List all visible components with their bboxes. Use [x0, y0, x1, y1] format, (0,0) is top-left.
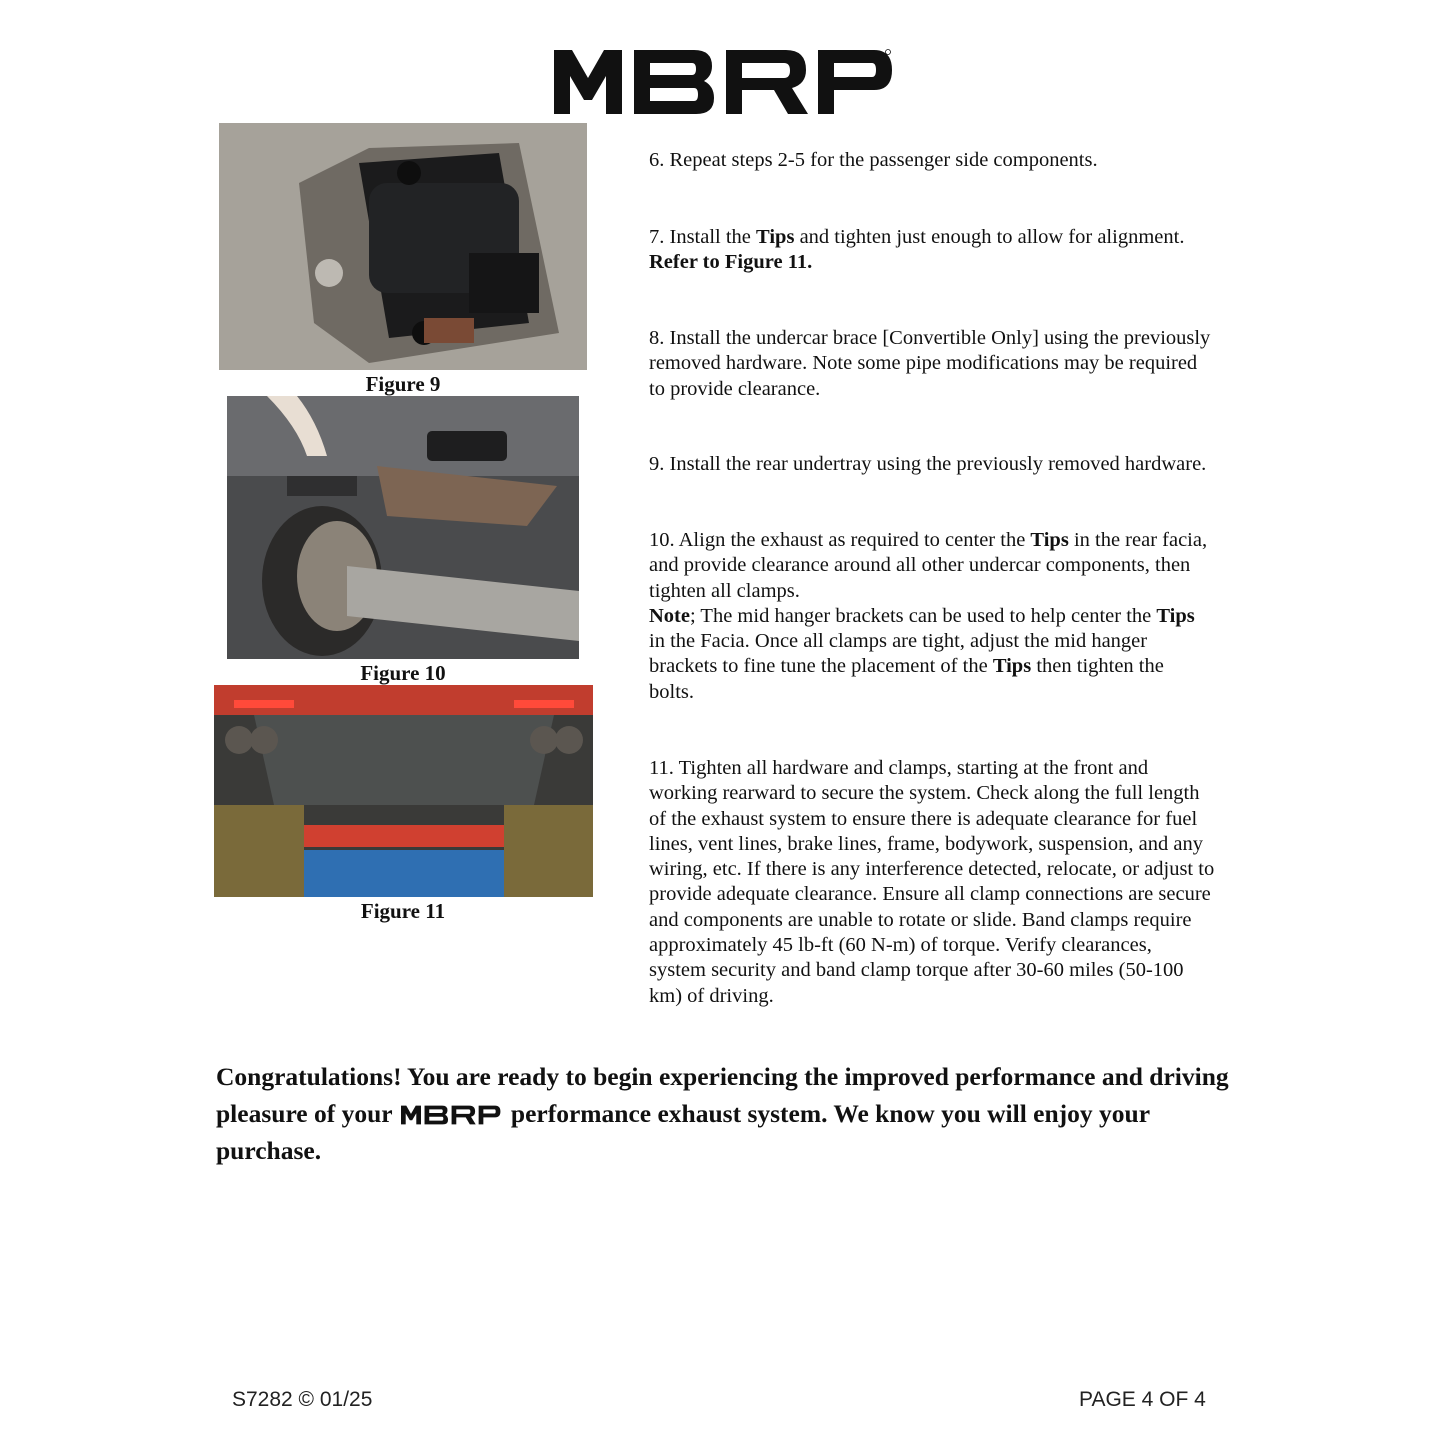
- step-6: 6. Repeat steps 2-5 for the passenger side components.: [649, 149, 1098, 171]
- congratulations-message: Congratulations! You are ready to begin experiencing the improved performance and driving pleasure of your performance exhaust system. We know you will enjoy your purchase.: [216, 1062, 1229, 1165]
- step-11: 11. Tighten all hardware and clamps, starting at the front and working rearward to secure the system. Check along the full length of the exhaust system to ensure there is adequate clearance for fuel lines, vent lines, brake lines, frame, bodywork, suspension, and any wiring, etc. If there is any interference detected, relocate, or adjust to provide adequate clearance. Ensure all clamp connections are secure and components are unable to rotate or slide. Band clamps require approximately 45 lb-ft (60 N-m) of torque. Verify clearances, system security and band clamp torque after 30-60 miles (50-100 km) of driving.: [649, 757, 1215, 1007]
- note-label: Note: [649, 604, 690, 627]
- step-10: 10. Align the exhaust as required to center the Tips in the rear facia, and provide clearance around all other undercar components, then tighten all clamps. Note; The mid hanger brackets can be used to help center the Tips in the Facia. Once all clamps are tight, adjust the mid hanger brackets to fine tune the placement of the Tips then tighten the bolts.: [649, 529, 1208, 703]
- figure-9-photo: [219, 123, 587, 370]
- step-9: 9. Install the rear undertray using the previously removed hardware.: [649, 453, 1207, 475]
- figure-9-caption: Figure 9: [365, 372, 441, 396]
- mbrp-inline-logo: [401, 1099, 501, 1121]
- step-7-reference: Refer to Figure 11.: [649, 251, 813, 274]
- figure-10-caption: Figure 10: [360, 661, 446, 685]
- mbrp-logo: [554, 48, 894, 116]
- step-8: 8. Install the undercar brace [Convertible Only] using the previously removed hardware. Note some pipe modifications may be required to provide clearance.: [649, 327, 1211, 400]
- figure-10-photo: [227, 396, 579, 659]
- figure-11-photo: [214, 685, 593, 897]
- figure-11-caption: Figure 11: [360, 899, 446, 923]
- step-7: 7. Install the Tips and tighten just enough to allow for alignment. Refer to Figure 11.: [649, 226, 1185, 274]
- page-number: PAGE 4 OF 4: [1079, 1388, 1206, 1411]
- document-code: S7282 © 01/25: [232, 1388, 373, 1411]
